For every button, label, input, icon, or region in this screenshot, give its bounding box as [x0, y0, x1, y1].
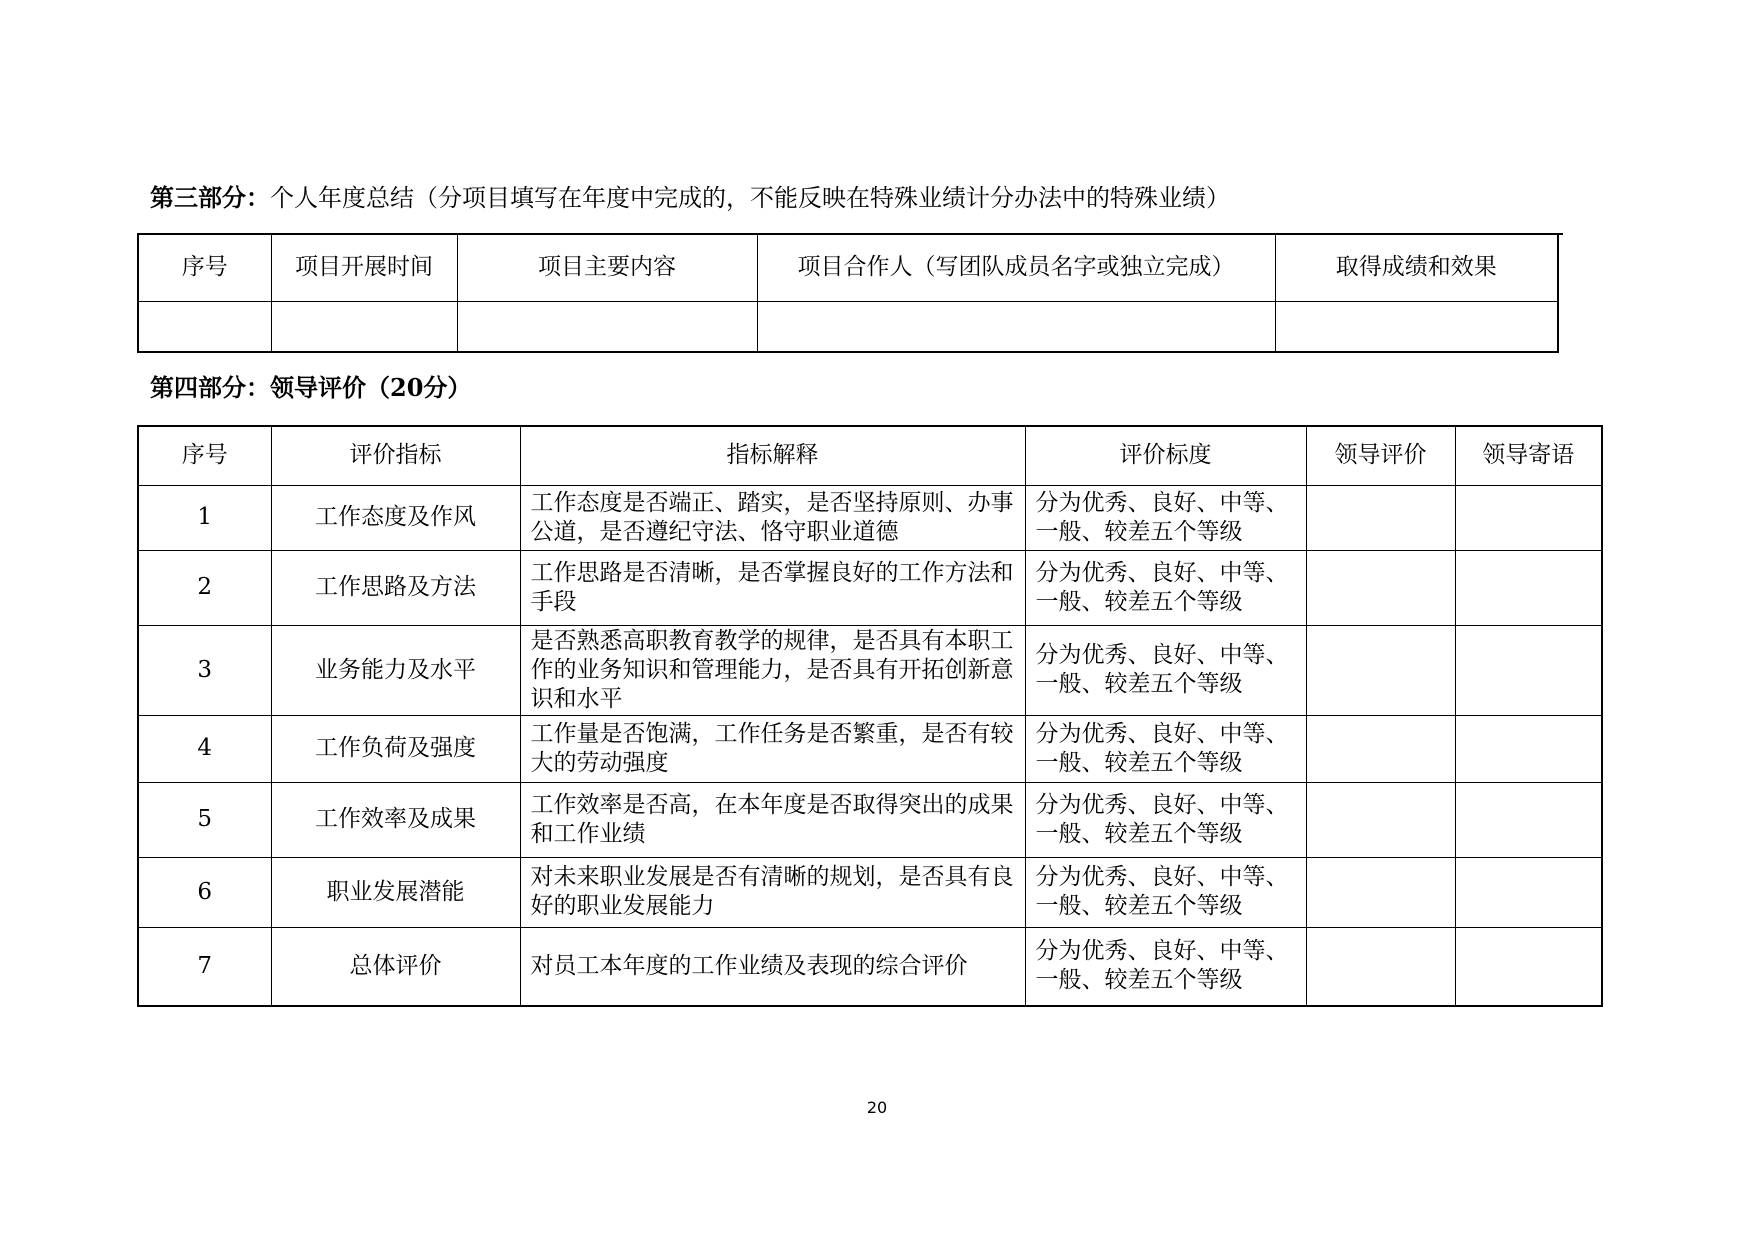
cell-indicator: 业务能力及水平 — [271, 625, 520, 715]
cell-leader-eval[interactable] — [1306, 857, 1455, 927]
cell-leader-msg[interactable] — [1455, 927, 1602, 1006]
header-indicator: 评价指标 — [271, 426, 520, 485]
cell-leader-msg[interactable] — [1455, 715, 1602, 782]
part3-title-rest: 个人年度总结（分项目填写在年度中完成的，不能反映在特殊业绩计分办法中的特殊业绩） — [270, 184, 1230, 212]
cell-scale: 分为优秀、良好、中等、一般、较差五个等级 — [1025, 625, 1306, 715]
header-leader-msg: 领导寄语 — [1455, 426, 1602, 485]
cell-explanation: 是否熟悉高职教育教学的规律，是否具有本职工作的业务知识和管理能力，是否具有开拓创新意识和水平 — [520, 625, 1025, 715]
cell-project-content[interactable] — [457, 301, 757, 352]
cell-leader-msg[interactable] — [1455, 857, 1602, 927]
cell-leader-eval[interactable] — [1306, 927, 1455, 1006]
table-row — [138, 857, 1602, 927]
cell-leader-eval[interactable] — [1306, 625, 1455, 715]
table-row — [138, 485, 1602, 550]
header-explanation: 指标解释 — [520, 426, 1025, 485]
cell-indicator: 工作效率及成果 — [271, 782, 520, 857]
annual-summary-table — [137, 233, 1559, 353]
header-project-partners: 项目合作人（写团队成员名字或独立完成） — [757, 234, 1275, 301]
cell-results[interactable] — [1275, 301, 1558, 352]
page-number: 20 — [866, 1098, 888, 1117]
header-seq: 序号 — [138, 426, 271, 485]
cell-scale: 分为优秀、良好、中等、一般、较差五个等级 — [1025, 927, 1306, 1006]
header-seq: 序号 — [138, 234, 271, 301]
table-header-row — [138, 234, 1558, 301]
part3-title — [150, 184, 1230, 212]
cell-scale: 分为优秀、良好、中等、一般、较差五个等级 — [1025, 550, 1306, 625]
part3-title-bold: 第三部分： — [150, 183, 270, 212]
header-project-time: 项目开展时间 — [271, 234, 457, 301]
cell-scale: 分为优秀、良好、中等、一般、较差五个等级 — [1025, 857, 1306, 927]
cell-explanation: 工作态度是否端正、踏实，是否坚持原则、办事公道，是否遵纪守法、恪守职业道德 — [520, 485, 1025, 550]
cell-indicator: 工作负荷及强度 — [271, 715, 520, 782]
cell-leader-msg[interactable] — [1455, 625, 1602, 715]
header-leader-eval: 领导评价 — [1306, 426, 1455, 485]
cell-explanation: 对员工本年度的工作业绩及表现的综合评价 — [520, 927, 1025, 1006]
table-row — [138, 625, 1602, 715]
part4-title-bold: 第四部分：领导评价（20分） — [150, 373, 472, 402]
table-row — [138, 782, 1602, 857]
cell-scale: 分为优秀、良好、中等、一般、较差五个等级 — [1025, 715, 1306, 782]
cell-scale: 分为优秀、良好、中等、一般、较差五个等级 — [1025, 485, 1306, 550]
cell-indicator: 工作思路及方法 — [271, 550, 520, 625]
cell-project-time[interactable] — [271, 301, 457, 352]
table-row — [138, 715, 1602, 782]
table-row — [138, 301, 1558, 352]
table-header-row — [138, 426, 1602, 485]
cell-explanation: 工作思路是否清晰，是否掌握良好的工作方法和手段 — [520, 550, 1025, 625]
cell-seq: 4 — [138, 715, 271, 782]
table-border-tick — [1557, 233, 1563, 235]
cell-seq: 5 — [138, 782, 271, 857]
header-results: 取得成绩和效果 — [1275, 234, 1558, 301]
cell-leader-eval[interactable] — [1306, 485, 1455, 550]
cell-seq: 1 — [138, 485, 271, 550]
header-project-content: 项目主要内容 — [457, 234, 757, 301]
cell-seq: 7 — [138, 927, 271, 1006]
cell-scale: 分为优秀、良好、中等、一般、较差五个等级 — [1025, 782, 1306, 857]
cell-project-partners[interactable] — [757, 301, 1275, 352]
cell-seq: 6 — [138, 857, 271, 927]
cell-leader-eval[interactable] — [1306, 782, 1455, 857]
cell-indicator: 职业发展潜能 — [271, 857, 520, 927]
table-row — [138, 550, 1602, 625]
header-scale: 评价标度 — [1025, 426, 1306, 485]
part4-title — [150, 374, 471, 402]
cell-explanation: 工作量是否饱满，工作任务是否繁重，是否有较大的劳动强度 — [520, 715, 1025, 782]
cell-leader-eval[interactable] — [1306, 550, 1455, 625]
leader-evaluation-table — [137, 425, 1603, 1007]
cell-seq: 3 — [138, 625, 271, 715]
cell-seq: 2 — [138, 550, 271, 625]
cell-explanation: 对未来职业发展是否有清晰的规划，是否具有良好的职业发展能力 — [520, 857, 1025, 927]
cell-seq[interactable] — [138, 301, 271, 352]
cell-leader-eval[interactable] — [1306, 715, 1455, 782]
cell-leader-msg[interactable] — [1455, 782, 1602, 857]
cell-indicator: 工作态度及作风 — [271, 485, 520, 550]
cell-leader-msg[interactable] — [1455, 485, 1602, 550]
cell-indicator: 总体评价 — [271, 927, 520, 1006]
cell-leader-msg[interactable] — [1455, 550, 1602, 625]
table-row — [138, 927, 1602, 1006]
cell-explanation: 工作效率是否高，在本年度是否取得突出的成果和工作业绩 — [520, 782, 1025, 857]
